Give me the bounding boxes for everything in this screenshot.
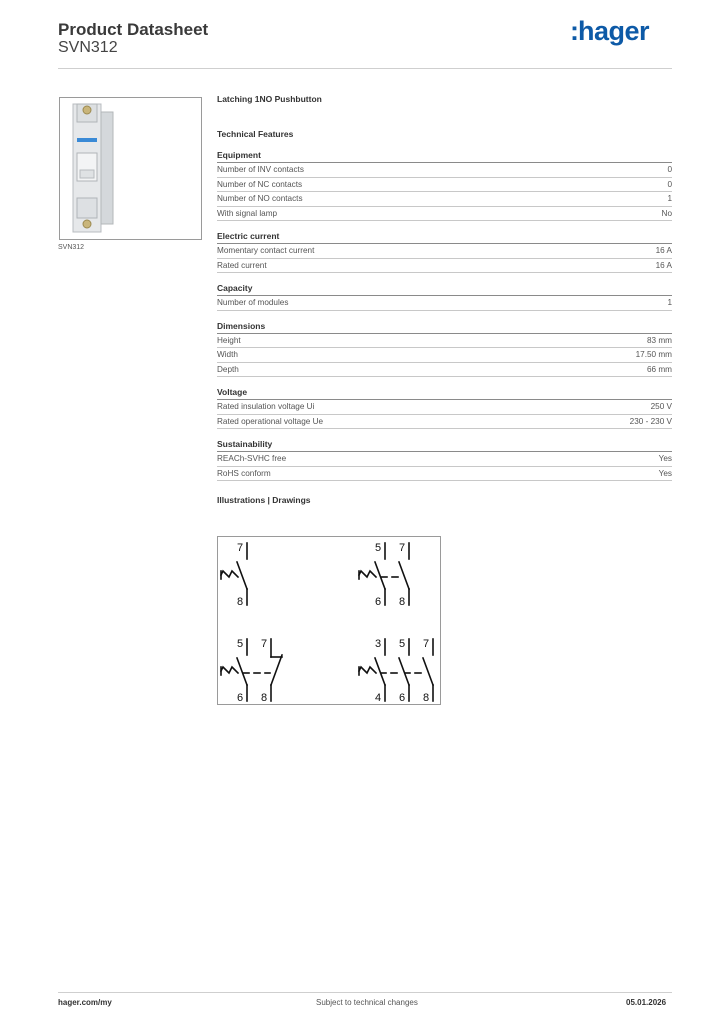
- section-capacity: [217, 283, 672, 311]
- terminal-label: 6: [237, 692, 244, 704]
- spec-row: [217, 296, 672, 311]
- section-voltage: [217, 387, 672, 429]
- section-electric-current: [217, 231, 672, 273]
- terminal-label: 8: [261, 692, 268, 704]
- spec-row: [217, 259, 672, 274]
- terminal-label: 6: [375, 596, 382, 608]
- illustrations-heading: Illustrations | Drawings: [217, 495, 311, 505]
- spec-row: [217, 244, 672, 259]
- terminal-label: 6: [399, 692, 406, 704]
- spec-label: Rated current: [217, 260, 267, 270]
- footer-disclaimer: Subject to technical changes: [316, 998, 418, 1007]
- spec-label: REACh-SVHC free: [217, 454, 287, 463]
- spec-label: Number of modules: [217, 298, 289, 307]
- header-divider: [58, 68, 672, 69]
- spec-row: [217, 207, 672, 222]
- technical-features-heading: Technical Features: [217, 129, 294, 139]
- spec-value: 1: [667, 194, 672, 203]
- footer-divider: [58, 992, 672, 993]
- spec-content: [217, 94, 672, 513]
- spec-label: RoHS conform: [217, 468, 271, 478]
- spec-row: [217, 163, 672, 178]
- section-title: Dimensions: [217, 321, 672, 334]
- spec-value: 16 A: [655, 260, 672, 270]
- logo-colon-mark: :: [570, 16, 578, 46]
- terminal-label: 5: [375, 542, 382, 554]
- spec-label: Rated operational voltage Ue: [217, 416, 324, 426]
- terminal-label: 5: [399, 638, 406, 650]
- section-dimensions: [217, 321, 672, 378]
- spec-label: Number of INV contacts: [217, 165, 304, 174]
- spec-row: [217, 467, 672, 482]
- footer-website: hager.com/my: [58, 998, 112, 1007]
- terminal-label: 4: [375, 692, 382, 704]
- spec-row: [217, 192, 672, 207]
- spec-row: [217, 452, 672, 467]
- diagram-3-symbol: [221, 639, 282, 701]
- terminal-label: 3: [375, 638, 382, 650]
- pushbutton-device-illustration: [60, 98, 201, 239]
- spec-label: Number of NO contacts: [217, 194, 303, 203]
- terminal-label: 5: [237, 638, 244, 650]
- terminal-label: 8: [399, 596, 406, 608]
- image-caption: SVN312: [58, 244, 85, 251]
- product-name: Latching 1NO Pushbutton: [217, 94, 322, 104]
- spec-row: [217, 334, 672, 349]
- terminal-label: 7: [237, 542, 244, 554]
- wiring-diagrams: [217, 536, 441, 705]
- spec-row: [217, 348, 672, 363]
- section-title: Voltage: [217, 387, 672, 400]
- section-title: Equipment: [217, 150, 672, 163]
- terminal-label: 8: [423, 692, 430, 704]
- terminal-label: 7: [261, 638, 268, 650]
- spec-value: 250 V: [650, 402, 672, 411]
- spec-label: Rated insulation voltage Ui: [217, 402, 315, 411]
- spec-value: Yes: [658, 468, 672, 478]
- spec-value: 17.50 mm: [635, 350, 672, 359]
- spec-value: 230 - 230 V: [629, 416, 672, 426]
- product-image: [59, 97, 202, 240]
- spec-row: [217, 363, 672, 378]
- terminal-label: 7: [423, 638, 430, 650]
- page-title: Product Datasheet: [58, 20, 209, 39]
- spec-value: 16 A: [655, 246, 672, 255]
- terminal-label: 7: [399, 542, 406, 554]
- spec-value: No: [661, 208, 672, 218]
- section-title: Sustainability: [217, 439, 672, 452]
- spec-row: [217, 400, 672, 415]
- contact-symbols-drawing: [218, 537, 440, 704]
- terminal-label: 8: [237, 596, 244, 608]
- section-title: Electric current: [217, 231, 672, 244]
- spec-value: Yes: [658, 454, 672, 463]
- spec-row: [217, 415, 672, 430]
- spec-label: Height: [217, 335, 241, 345]
- spec-value: 0: [667, 179, 672, 189]
- spec-value: 66 mm: [646, 364, 672, 374]
- section-equipment: [217, 150, 672, 221]
- spec-label: Depth: [217, 364, 239, 374]
- spec-value: 83 mm: [646, 335, 672, 345]
- spec-value: 1: [667, 298, 672, 307]
- section-title: Capacity: [217, 283, 672, 296]
- spec-label: With signal lamp: [217, 208, 278, 218]
- spec-label: Number of NC contacts: [217, 179, 303, 189]
- brand-name: hager: [578, 16, 650, 46]
- spec-value: 0: [667, 165, 672, 174]
- spec-row: [217, 178, 672, 193]
- spec-label: Momentary contact current: [217, 246, 315, 255]
- section-sustainability: [217, 439, 672, 481]
- diagram-4-symbol: [359, 639, 433, 701]
- spec-label: Width: [217, 350, 238, 359]
- footer-date: 05.01.2026: [626, 998, 667, 1007]
- product-code: SVN312: [58, 39, 118, 56]
- brand-logo: [570, 16, 649, 47]
